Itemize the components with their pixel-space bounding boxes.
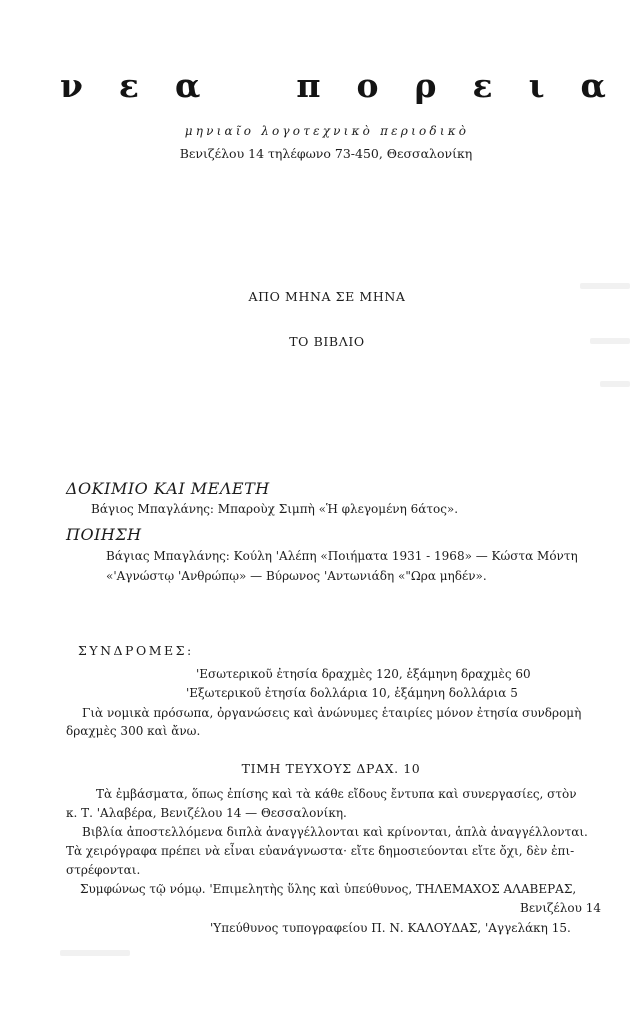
subscription-domestic: 'Εσωτερικοῦ ἐτησία δραχμὲς 120, ἑξάμηνη δραχμὲς 60	[196, 667, 531, 681]
magazine-subtitle: μηνιαῖο λογοτεχνικὸ περιοδικὸ	[184, 124, 470, 138]
editor-address: Βενιζέλου 14	[520, 901, 601, 915]
title-letter: ρ	[414, 66, 437, 105]
note-line: Τὰ ἐμβάσματα, ὅπως ἐπίσης καὶ τὰ κάθε εἴδους ἔντυπα καὶ συνεργασίες, στὸν	[96, 787, 577, 801]
note-line: κ. Τ. 'Αλαβέρα, Βενιζέλου 14 — Θεσσαλονίκη.	[66, 806, 347, 820]
bleed-through-mark	[60, 950, 130, 956]
publisher-address: Βενιζέλου 14 τηλέφωνο 73-450, Θεσσαλονίκη	[179, 146, 473, 161]
title-letter: ν	[60, 66, 83, 105]
note-line: Βιβλία ἀποστελλόμενα διπλὰ ἀναγγέλλονται καὶ κρίνονται, ἁπλὰ ἀναγγέλλονται.	[82, 825, 588, 839]
title-letter: ε	[118, 66, 139, 105]
subscription-legal: Γιὰ νομικὰ πρόσωπα, ὀργανώσεις καὶ ἀνώνυμες ἑταιρίες μόνον ἐτησία συνδρομὴ	[82, 706, 582, 720]
heading-month-to-month: ΑΠΟ ΜΗΝΑ ΣΕ ΜΗΝΑ	[248, 289, 406, 304]
editor-line: Συμφώνως τῷ νόμῳ. 'Επιμελητὴς ὕλης καὶ ὑπεύθυνος, ΤΗΛΕΜΑΧΟΣ ΑΛΑΒΕΡΑΣ,	[80, 882, 577, 896]
bleed-through-mark	[600, 381, 630, 387]
note-line: Τὰ χειρόγραφα πρέπει νὰ εἶναι εὐανάγνωστα· εἴτε δημοσιεύονται εἴτε ὄχι, δὲν ἐπι-	[66, 844, 575, 858]
section-entry: «'Αγνώστῳ 'Ανθρώπῳ» — Βύρωνος 'Αντωνιάδη «"Ωρα μηδέν».	[106, 569, 487, 583]
section-entry: Βάγιος Μπαγλάνης: Μπαροὺχ Σιμπὴ «Ἡ φλεγομένη 6άτος».	[91, 502, 459, 516]
subscription-legal: δραχμὲς 300 καὶ ἄνω.	[66, 724, 201, 738]
title-letter: α	[174, 66, 201, 105]
subscription-foreign: 'Εξωτερικοῦ ἐτησία δολλάρια 10, ἑξάμηνη δολλάρια 5	[186, 686, 518, 700]
subscriptions-title: ΣΥΝΔΡΟΜΕΣ:	[78, 643, 194, 658]
section-entry: Βάγιας Μπαγλάνης: Κούλη 'Αλέπη «Ποιήματα 1931 - 1968» — Κώστα Μόντη	[106, 549, 578, 563]
heading-the-book: ΤΟ ΒΙΒΛΙΟ	[289, 334, 365, 349]
title-letter: ι	[528, 66, 545, 105]
section-title-poetry: ΠΟΙΗΣΗ	[66, 525, 142, 544]
title-letter: ε	[472, 66, 493, 105]
section-title-essay: ΔΟΚΙΜΙΟ ΚΑΙ ΜΕΛΕΤΗ	[66, 479, 270, 498]
title-letter: π	[296, 66, 321, 105]
note-line: στρέφονται.	[66, 863, 141, 877]
title-letter: α	[580, 66, 606, 105]
magazine-title	[60, 66, 606, 106]
issue-price: ΤΙΜΗ ΤΕΥΧΟΥΣ ΔΡΑΧ. 10	[241, 761, 421, 776]
title-letter: ο	[356, 66, 379, 105]
printer-line: 'Υπεύθυνος τυπογραφείου Π. Ν. ΚΑΛΟΥΔΑΣ, 'Αγγελάκη 15.	[210, 921, 571, 935]
